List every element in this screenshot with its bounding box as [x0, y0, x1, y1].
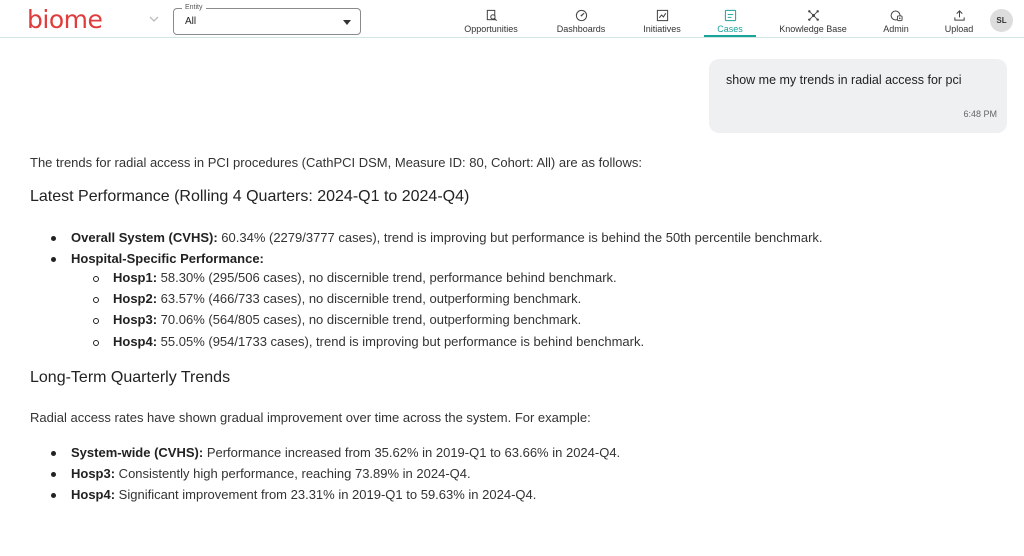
nav-initiatives[interactable]	[638, 9, 686, 37]
list-item	[71, 466, 471, 481]
entity-label: Entity	[182, 3, 206, 13]
caret-down-icon	[343, 20, 351, 25]
list-item	[113, 312, 581, 327]
bullet-dot	[51, 236, 56, 241]
bullet-dot	[51, 257, 56, 262]
list-item	[113, 270, 617, 285]
cases-icon	[724, 9, 737, 22]
top-header	[0, 0, 1024, 38]
response-intro: The trends for radial access in PCI procedures (CathPCI DSM, Measure ID: 80, Cohort: All) are as follows:	[30, 155, 642, 170]
brand-logo[interactable]: biome	[27, 5, 103, 34]
nav-cases[interactable]	[710, 9, 750, 37]
section-intro: Radial access rates have shown gradual improvement over time across the system. For example:	[30, 410, 591, 425]
bullet-ring	[93, 340, 99, 346]
bullet-dot	[51, 493, 56, 498]
entity-select[interactable]	[173, 4, 361, 35]
list-item-label: Hosp2:	[113, 291, 158, 306]
nav-admin[interactable]	[878, 9, 914, 37]
nav-label: Initiatives	[643, 24, 681, 34]
list-item-label: Hosp1:	[113, 270, 158, 285]
bullet-dot	[51, 472, 56, 477]
list-item	[113, 291, 581, 306]
avatar[interactable]: SL	[990, 9, 1013, 32]
chart-icon	[656, 9, 669, 22]
entity-value: All	[185, 16, 197, 27]
upload-icon	[953, 9, 966, 22]
user-message-text: show me my trends in radial access for pci	[726, 73, 962, 87]
nav-label: Admin	[883, 24, 909, 34]
list-item-label: Hosp3:	[71, 466, 116, 481]
list-item-label: Hosp4:	[113, 334, 158, 349]
network-icon	[807, 9, 820, 22]
nav-label: Cases	[717, 24, 743, 34]
active-tab-indicator	[704, 35, 756, 37]
nav-label: Knowledge Base	[779, 24, 847, 34]
list-item	[71, 487, 536, 502]
chevron-down-icon[interactable]	[148, 13, 160, 25]
nav-label: Upload	[944, 24, 974, 34]
nav-knowledge-base[interactable]	[774, 9, 852, 37]
list-item-label: Overall System (CVHS):	[71, 230, 218, 245]
nav-dashboards[interactable]	[552, 9, 610, 37]
gauge-icon	[575, 9, 588, 22]
list-item-text: 60.34% (2279/3777 cases), trend is improving but performance is behind the 50th percentile benchmark.	[217, 230, 823, 245]
list-item-text: Performance increased from 35.62% in 2019-Q1 to 63.66% in 2024-Q4.	[203, 445, 621, 460]
bullet-ring	[93, 318, 99, 324]
list-item-text: Significant improvement from 23.31% in 2019-Q1 to 59.63% in 2024-Q4.	[115, 487, 537, 502]
list-item-text: 58.30% (295/506 cases), no discernible trend, performance behind benchmark.	[157, 270, 617, 285]
list-item-label: Hosp4:	[71, 487, 116, 502]
admin-icon	[890, 9, 903, 22]
bullet-ring	[93, 297, 99, 303]
list-item	[113, 334, 644, 349]
list-item-label: Hosp3:	[113, 312, 158, 327]
list-item-label: Hospital-Specific Performance:	[71, 251, 264, 266]
user-message-bubble	[709, 59, 1007, 133]
bullet-ring	[93, 276, 99, 282]
list-item	[71, 251, 264, 266]
nav-upload[interactable]	[940, 9, 978, 37]
list-item-text: 63.57% (466/733 cases), no discernible trend, outperforming benchmark.	[157, 291, 582, 306]
list-item-text: Consistently high performance, reaching 73.89% in 2024-Q4.	[115, 466, 471, 481]
list-item-label: System-wide (CVHS):	[71, 445, 204, 460]
search-doc-icon	[485, 9, 498, 22]
list-item-text: 70.06% (564/805 cases), no discernible trend, outperforming benchmark.	[157, 312, 582, 327]
list-item	[71, 230, 823, 245]
list-item	[71, 445, 620, 460]
section-heading: Latest Performance (Rolling 4 Quarters: 2024-Q1 to 2024-Q4)	[30, 188, 470, 205]
bullet-dot	[51, 451, 56, 456]
message-timestamp: 6:48 PM	[963, 109, 997, 119]
list-item-text: 55.05% (954/1733 cases), trend is improving but performance is behind benchmark.	[157, 334, 645, 349]
nav-label: Dashboards	[556, 24, 606, 34]
section-heading: Long-Term Quarterly Trends	[30, 369, 231, 386]
nav-opportunities[interactable]	[458, 9, 524, 37]
nav-label: Opportunities	[464, 24, 518, 34]
